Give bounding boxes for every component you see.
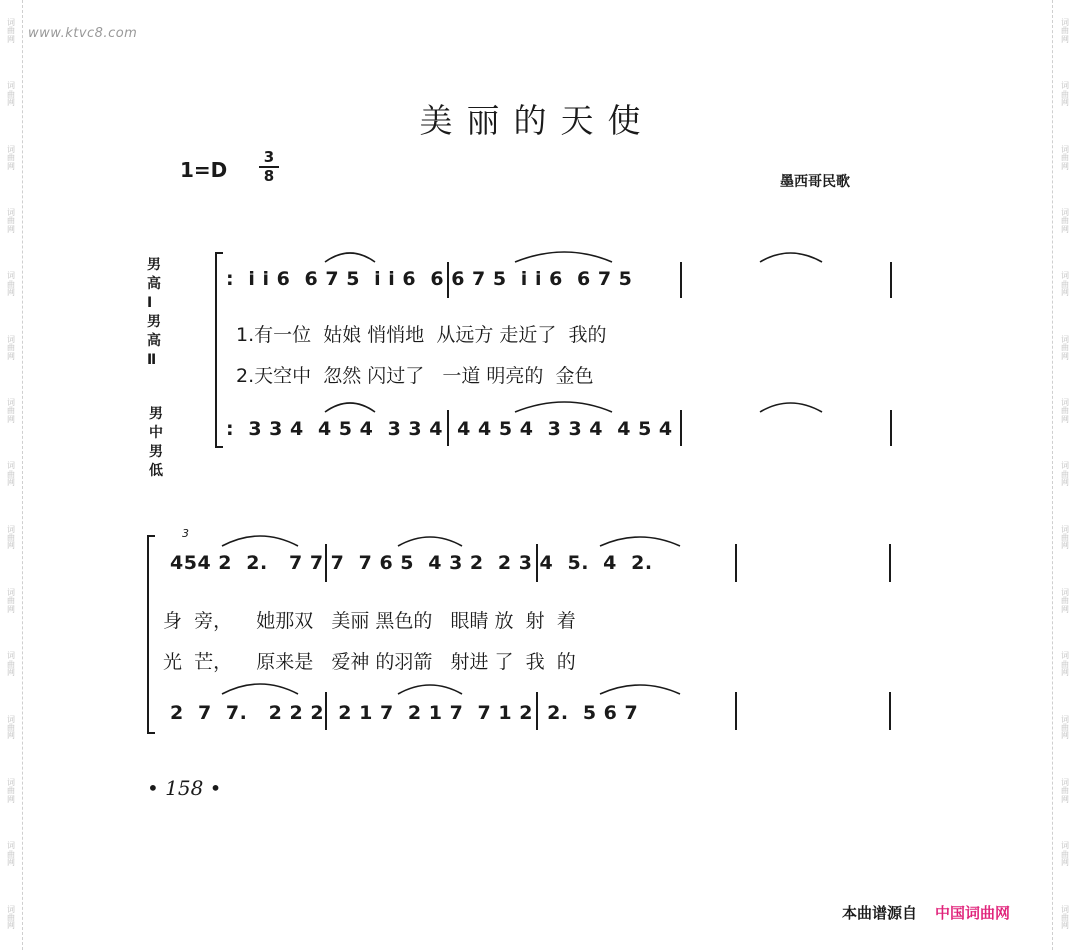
time-signature-bottom: 8 bbox=[263, 167, 275, 185]
watermark-glyph: 曲 bbox=[7, 153, 15, 163]
tuplet-mark: 3 bbox=[182, 527, 189, 540]
watermark-glyph: 网 bbox=[1061, 478, 1069, 488]
watermark-glyph: 网 bbox=[1061, 414, 1069, 424]
watermark-glyph: 曲 bbox=[7, 723, 15, 733]
watermark-glyph: 网 bbox=[7, 731, 15, 741]
watermark-glyph: 词 bbox=[1061, 651, 1069, 661]
time-signature-top: 3 bbox=[263, 148, 275, 166]
watermark-glyph: 曲 bbox=[1061, 279, 1069, 289]
watermark-glyph: 网 bbox=[1061, 921, 1069, 931]
watermark-glyph: 词 bbox=[1061, 461, 1069, 471]
watermark-glyph: 网 bbox=[1061, 351, 1069, 361]
watermark-glyph: 词 bbox=[1061, 588, 1069, 598]
watermark-glyph: 词 bbox=[7, 651, 15, 661]
watermark-glyph: 曲 bbox=[7, 216, 15, 226]
watermark-glyph: 词 bbox=[1061, 841, 1069, 851]
watermark-glyph: 网 bbox=[7, 34, 15, 44]
system-2-lyrics-verse-2: 光 芒， 原来是 爱神 的羽箭 射进 了 我 的 bbox=[163, 651, 576, 673]
system-2-upper-notes: 454 2 2. 7 7 7 7 6 5 4 3 2 2 3 4 5. 4 2. bbox=[170, 552, 653, 574]
watermark-glyph: 网 bbox=[7, 351, 15, 361]
watermark-glyph: 词 bbox=[7, 904, 15, 914]
watermark-glyph: 曲 bbox=[7, 659, 15, 669]
watermark-glyph: 曲 bbox=[7, 26, 15, 36]
watermark-glyph: 曲 bbox=[1061, 89, 1069, 99]
part-label-bass: 男低 bbox=[149, 444, 163, 479]
system-1-lyrics-verse-1: 1.有一位 姑娘 悄悄地 从远方 走近了 我的 bbox=[236, 324, 607, 346]
watermark-glyph: 网 bbox=[7, 794, 15, 804]
watermark-glyph: 词 bbox=[7, 524, 15, 534]
watermark-glyph: 词 bbox=[1061, 714, 1069, 724]
watermark-glyph: 曲 bbox=[1061, 343, 1069, 353]
watermark-glyph: 网 bbox=[1061, 858, 1069, 868]
watermark-glyph: 曲 bbox=[7, 343, 15, 353]
song-title: 美丽的天使 bbox=[419, 101, 655, 140]
watermark-glyph: 词 bbox=[7, 271, 15, 281]
watermark-glyph: 网 bbox=[7, 668, 15, 678]
watermark-glyph: 网 bbox=[1061, 731, 1069, 741]
watermark-glyph: 词 bbox=[7, 334, 15, 344]
watermark-glyph: 曲 bbox=[7, 913, 15, 923]
watermark-glyph: 网 bbox=[1061, 224, 1069, 234]
watermark-glyph: 网 bbox=[1061, 794, 1069, 804]
part-label-tenor-2: 男高Ⅱ bbox=[147, 314, 161, 368]
watermark-glyph: 曲 bbox=[1061, 659, 1069, 669]
watermark-glyph: 词 bbox=[1061, 271, 1069, 281]
watermark-glyph: 曲 bbox=[7, 406, 15, 416]
watermark-glyph: 词 bbox=[7, 144, 15, 154]
source-footer bbox=[842, 902, 1010, 923]
system-1-lower-notes: : 3 3 4 4 5 4 3 3 4 4 4 5 4 3 3 4 4 5 4 bbox=[226, 418, 673, 440]
key-signature: 1=D bbox=[180, 158, 228, 182]
watermark-glyph: 词 bbox=[7, 208, 15, 218]
page-number: • 158 • bbox=[147, 776, 222, 800]
watermark-glyph: 网 bbox=[7, 858, 15, 868]
watermark-glyph: 网 bbox=[7, 224, 15, 234]
watermark-glyph: 词 bbox=[7, 461, 15, 471]
watermark-glyph: 曲 bbox=[7, 596, 15, 606]
watermark-glyph: 曲 bbox=[7, 849, 15, 859]
watermark-glyph: 曲 bbox=[7, 279, 15, 289]
watermark-glyph: 曲 bbox=[1061, 723, 1069, 733]
watermark-glyph: 词 bbox=[7, 398, 15, 408]
song-origin: 墨西哥民歌 bbox=[780, 174, 850, 190]
watermark-glyph: 网 bbox=[7, 541, 15, 551]
watermark-glyph: 网 bbox=[7, 414, 15, 424]
watermark-glyph: 曲 bbox=[1061, 849, 1069, 859]
watermark-glyph: 曲 bbox=[1061, 913, 1069, 923]
watermark-glyph: 词 bbox=[1061, 524, 1069, 534]
watermark-glyph: 曲 bbox=[1061, 216, 1069, 226]
watermark-glyph: 网 bbox=[7, 161, 15, 171]
watermark-glyph: 曲 bbox=[7, 786, 15, 796]
watermark-glyph: 词 bbox=[1061, 398, 1069, 408]
watermark-glyph: 网 bbox=[1061, 98, 1069, 108]
watermark-glyph: 词 bbox=[1061, 904, 1069, 914]
watermark-glyph: 网 bbox=[7, 288, 15, 298]
watermark-glyph: 词 bbox=[7, 18, 15, 28]
watermark-glyph: 曲 bbox=[1061, 406, 1069, 416]
watermark-glyph: 网 bbox=[1061, 668, 1069, 678]
watermark-glyph: 网 bbox=[7, 921, 15, 931]
source-prefix: 本曲谱源自 bbox=[842, 904, 918, 922]
watermark-glyph: 词 bbox=[1061, 144, 1069, 154]
watermark-glyph: 词 bbox=[1061, 208, 1069, 218]
watermark-glyph: 曲 bbox=[7, 89, 15, 99]
watermark-glyph: 网 bbox=[7, 478, 15, 488]
watermark-glyph: 曲 bbox=[7, 533, 15, 543]
system-2-lower-notes: 2 7 7. 2 2 2 2 1 7 2 1 7 7 1 2 2. 5 6 7 bbox=[170, 702, 639, 724]
watermark-glyph: 曲 bbox=[7, 469, 15, 479]
watermark-glyph: 词 bbox=[7, 588, 15, 598]
watermark-glyph: 词 bbox=[7, 714, 15, 724]
site-watermark: www.ktvc8.com bbox=[28, 26, 138, 41]
system-1-lyrics-verse-2: 2.天空中 忽然 闪过了 一道 明亮的 金色 bbox=[236, 365, 594, 387]
watermark-glyph: 曲 bbox=[1061, 786, 1069, 796]
watermark-glyph: 网 bbox=[1061, 288, 1069, 298]
watermark-glyph: 词 bbox=[1061, 778, 1069, 788]
watermark-glyph: 曲 bbox=[1061, 469, 1069, 479]
watermark-glyph: 网 bbox=[1061, 34, 1069, 44]
watermark-glyph: 网 bbox=[7, 604, 15, 614]
watermark-glyph: 网 bbox=[1061, 161, 1069, 171]
watermark-glyph: 曲 bbox=[1061, 533, 1069, 543]
watermark-glyph: 词 bbox=[1061, 334, 1069, 344]
watermark-glyph: 词 bbox=[1061, 18, 1069, 28]
part-label-baritone: 男中 bbox=[149, 406, 163, 441]
system-2-lyrics-verse-1: 身 旁， 她那双 美丽 黑色的 眼睛 放 射 着 bbox=[163, 610, 576, 632]
watermark-glyph: 词 bbox=[1061, 81, 1069, 91]
watermark-glyph: 网 bbox=[1061, 604, 1069, 614]
watermark-glyph: 网 bbox=[7, 98, 15, 108]
system-1-upper-notes: : i i 6 6 7 5 i i 6 6 6 7 5 i i 6 6 7 5 bbox=[226, 268, 633, 290]
watermark-glyph: 词 bbox=[7, 778, 15, 788]
watermark-glyph: 网 bbox=[1061, 541, 1069, 551]
watermark-glyph: 曲 bbox=[1061, 26, 1069, 36]
part-label-tenor-1: 男高Ⅰ bbox=[147, 257, 161, 311]
source-site-link[interactable]: 中国词曲网 bbox=[935, 904, 1011, 922]
watermark-glyph: 曲 bbox=[1061, 153, 1069, 163]
watermark-glyph: 词 bbox=[7, 841, 15, 851]
watermark-glyph: 词 bbox=[7, 81, 15, 91]
watermark-glyph: 曲 bbox=[1061, 596, 1069, 606]
